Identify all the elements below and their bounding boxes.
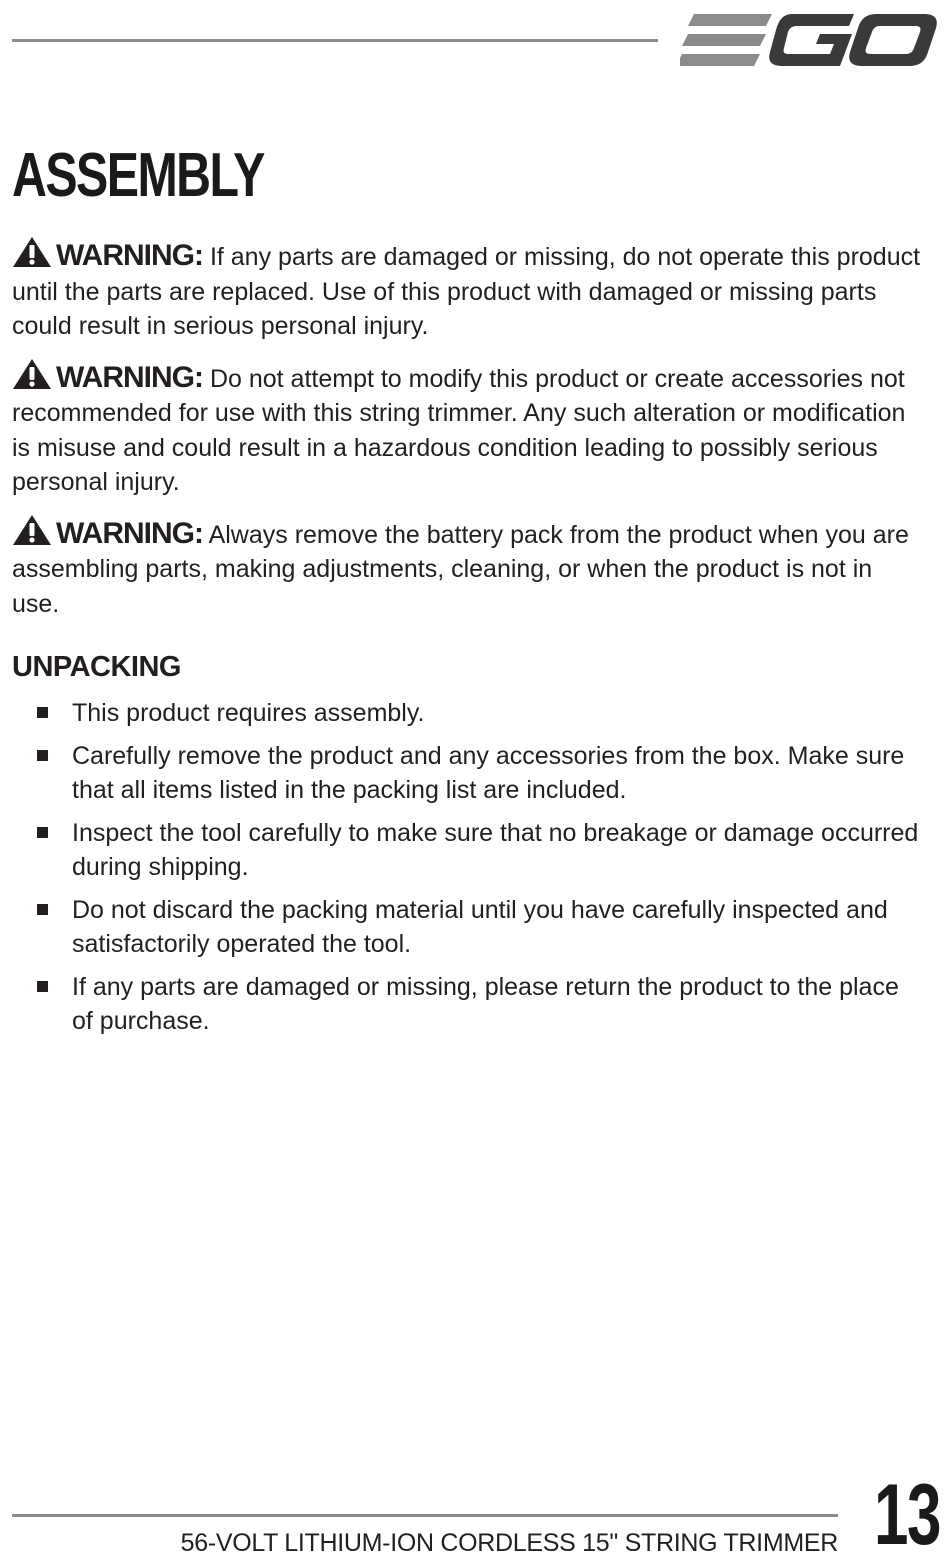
warning-triangle-icon	[12, 236, 52, 268]
warning-block-2	[12, 358, 924, 500]
list-item	[12, 816, 924, 884]
warning-triangle-icon	[12, 514, 52, 546]
list-item-text: Do not discard the packing material until you have carefully inspected and satisfactorily operated the tool.	[72, 896, 888, 958]
warning-block-3	[12, 514, 924, 622]
list-item-text: Carefully remove the product and any accessories from the box. Make sure that all items listed in the packing list are included.	[72, 742, 905, 804]
square-bullet-icon	[37, 904, 48, 915]
warning-triangle-icon	[12, 358, 52, 390]
warning-label: WARNING:	[56, 360, 203, 394]
footer-rule	[12, 1514, 838, 1517]
warning-text: If any parts are damaged or missing, do not operate this product until the parts are replaced. Use of this product with damaged or missing parts could result in serious personal injury.	[12, 243, 921, 340]
warning-text: Always remove the battery pack from the product when you are assembling parts, making adjustments, cleaning, or when the product is not in use.	[12, 520, 909, 618]
square-bullet-icon	[37, 750, 48, 761]
warning-label: WARNING:	[56, 239, 203, 272]
ego-logo	[680, 10, 938, 70]
square-bullet-icon	[37, 707, 48, 718]
warning-label: WARNING:	[56, 516, 203, 550]
warning-block-1	[12, 236, 924, 344]
warning-text: Do not attempt to modify this product or create accessories not recommended for use with this string trimmer. Any such alteration or modification is misuse and could result in a hazardous condition leading to possibly serious personal injury.	[12, 364, 906, 496]
square-bullet-icon	[37, 981, 48, 992]
list-item-text: This product requires assembly.	[72, 699, 425, 727]
list-item	[12, 893, 924, 961]
page-number: 13	[874, 1467, 941, 1563]
page-title: ASSEMBLY	[12, 141, 264, 210]
square-bullet-icon	[37, 827, 48, 838]
list-item-text: Inspect the tool carefully to make sure that no breakage or damage occurred during shipping.	[72, 819, 919, 881]
list-item	[12, 696, 924, 730]
list-item	[12, 739, 924, 807]
list-item-text: If any parts are damaged or missing, please return the product to the place of purchase.	[72, 973, 899, 1035]
main-content	[12, 236, 924, 1047]
list-item	[12, 970, 924, 1038]
unpacking-heading: UNPACKING	[12, 651, 181, 683]
header-rule	[12, 39, 658, 42]
footer-product-name: 56-VOLT LITHIUM-ION CORDLESS 15" STRING TRIMMER	[180, 1529, 838, 1557]
unpacking-list	[12, 696, 924, 1038]
